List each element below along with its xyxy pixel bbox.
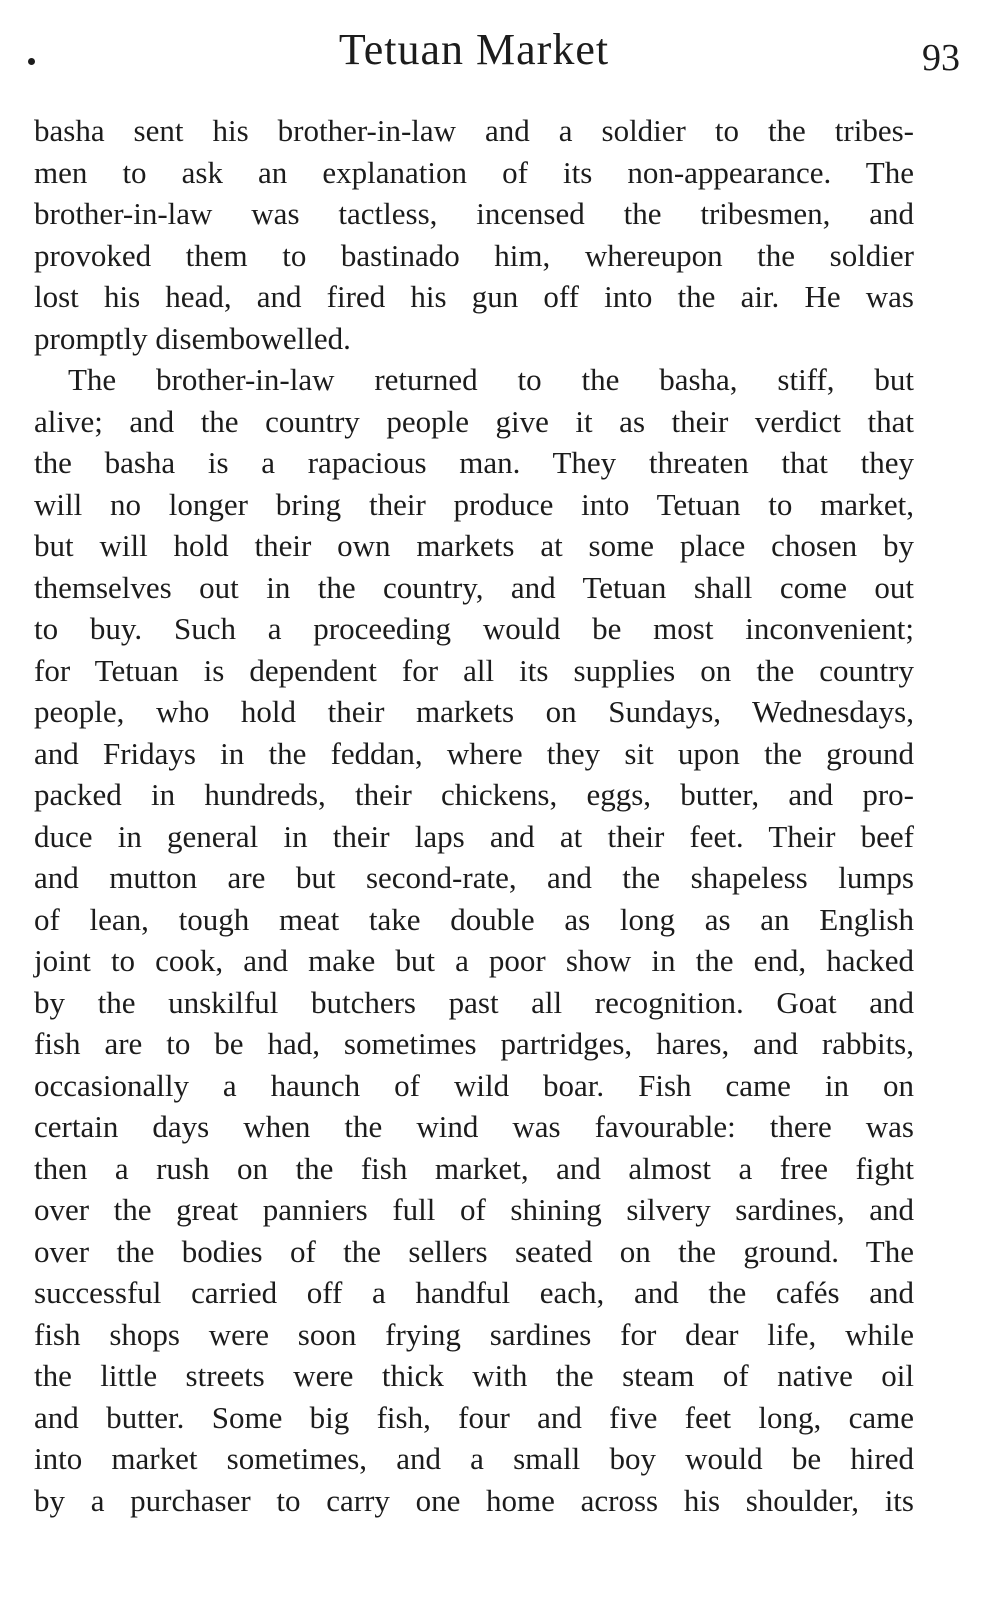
text-line: people, who hold their markets on Sundays, Wednesdays, [34,694,914,729]
text-line: packed in hundreds, their chickens, eggs, butter, and pro- [34,777,914,812]
text-line: for Tetuan is dependent for all its supplies on the country [34,652,914,688]
text-line: themselves out in the country, and Tetuan shall come out [34,569,914,605]
text-line: men to ask an explanation of its non-appearance. The [34,154,914,190]
text-line: will no longer bring their produce into Tetuan to market, [34,486,914,522]
text-line: fish are to be had, sometimes partridges, hares, and rabbits, [34,1026,914,1061]
text-line: lost his head, and fired his gun off into the air. He was [34,279,914,314]
text-line: basha sent his brother-in-law and a soldier to the tribes- [34,113,914,148]
text-line: but will hold their own markets at some place chosen by [34,528,914,563]
text-line: alive; and the country people give it as their verdict that [34,403,914,439]
text-line: the basha is a rapacious man. They threaten that they [34,445,914,480]
page-number: 93 [922,37,960,79]
text-line: brother-in-law was tactless, incensed the tribesmen, and [34,196,914,231]
text-line: and mutton are but second-rate, and the shapeless lumps [34,860,914,895]
text-line: to buy. Such a proceeding would be most inconvenient; [34,611,914,646]
text-line: duce in general in their laps and at their feet. Their beef [34,818,914,854]
text-line: certain days when the wind was favourable: there was [34,1109,914,1144]
text-line: and Fridays in the feddan, where they sit upon the ground [34,735,914,771]
text-line: successful carried off a handful each, and the cafés and [34,1275,914,1310]
text-line: occasionally a haunch of wild boar. Fish came in on [34,1067,914,1103]
text-line: of lean, tough meat take double as long as an English [34,901,914,937]
text-line: by a purchaser to carry one home across his shoulder, its [34,1482,914,1518]
text-line: the little streets were thick with the steam of native oil [34,1358,914,1393]
running-head: Tetuan Market [338,25,610,74]
text-line: by the unskilful butchers past all recognition. Goat and [34,984,914,1020]
body-text [34,110,914,1521]
text-line: provoked them to bastinado him, whereupon the soldier [34,237,914,273]
text-line: into market sometimes, and a small boy would be hired [34,1441,914,1476]
text-line: and butter. Some big fish, four and five feet long, came [34,1399,914,1435]
text-line: over the great panniers full of shining silvery sardines, and [34,1192,914,1227]
text-line: promptly disembowelled. [34,320,351,356]
text-line: over the bodies of the sellers seated on the ground. The [34,1233,914,1269]
text-line: The brother-in-law returned to the basha, stiff, but [68,362,914,397]
text-line: joint to cook, and make but a poor show in the end, hacked [34,943,914,978]
text-line: fish shops were soon frying sardines for dear life, while [34,1316,914,1352]
text-line: then a rush on the fish market, and almost a free fight [34,1150,914,1186]
